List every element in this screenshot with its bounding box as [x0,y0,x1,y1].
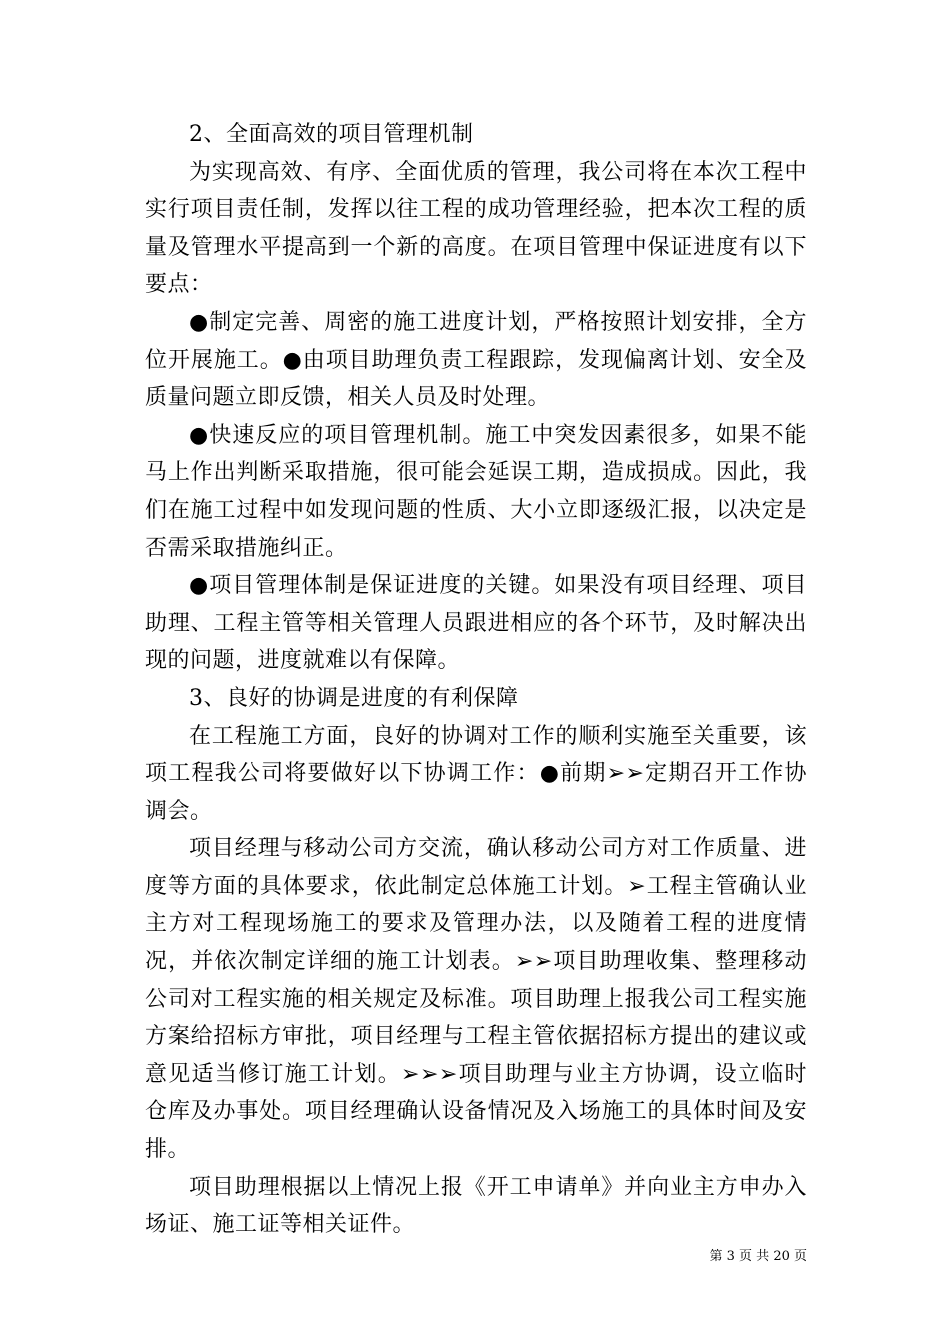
page-number: 第 3 页 共 20 页 [709,1249,807,1264]
paragraph-bullet-plan: ●制定完善、周密的施工进度计划，严格按照计划安排，全方位开展施工。●由项目助理负责工程跟踪，发现偏离计划、安全及质量问题立即反馈，相关人员及时处理。 [145,309,807,411]
paragraph-bullet-system: ●项目管理体制是保证进度的关键。如果没有项目经理、项目助理、工程主管等相关管理人员跟进相应的各个环节，及时解决出现的问题，进度就难以有保障。 [145,573,807,674]
section-heading-2: 2、全面高效的项目管理机制 [189,122,474,147]
document-body [145,116,807,1244]
paragraph-permit: 项目助理根据以上情况上报《开工申请单》并向业主方申办入场证、施工证等相关证件。 [145,1174,807,1238]
section-heading-3: 3、良好的协调是进度的有利保障 [189,685,519,711]
paragraph-bullet-response: ●快速反应的项目管理机制。施工中突发因素很多，如果不能马上作出判断采取措施，很可能会延误工期，造成损成。因此，我们在施工过程中如发现问题的性质、大小立即逐级汇报，以决定是否需采取措施纠正。 [145,422,807,561]
paragraph-intro: 为实现高效、有序、全面优质的管理，我公司将在本次工程中实行项目责任制，发挥以往工程的成功管理经验，把本次工程的质量及管理水平提高到一个新的高度。在项目管理中保证进度有以下要点： [145,159,807,298]
paragraph-coordination: 在工程施工方面，良好的协调对工作的顺利实施至关重要，该项工程我公司将要做好以下协调工作：●前期➢➢定期召开工作协调会。 [145,723,807,824]
paragraph-manager-steps: 项目经理与移动公司方交流，确认移动公司方对工作质量、进度等方面的具体要求，依此制定总体施工计划。➢工程主管确认业主方对工程现场施工的要求及管理办法，以及随着工程的进度情况，并依次制定详细的施工计划表。➢➢项目助理收集、整理移动公司对工程实施的相关规定及标准。项目助理上报我公司工程实施方案给招标方审批，项目经理与工程主管依据招标方提出的建议或意见适当修订施工计划。➢➢➢项目助理与业主方协调，设立临时仓库及办事处。项目经理确认设备情况及入场施工的具体时间及安排。 [145,836,807,1163]
